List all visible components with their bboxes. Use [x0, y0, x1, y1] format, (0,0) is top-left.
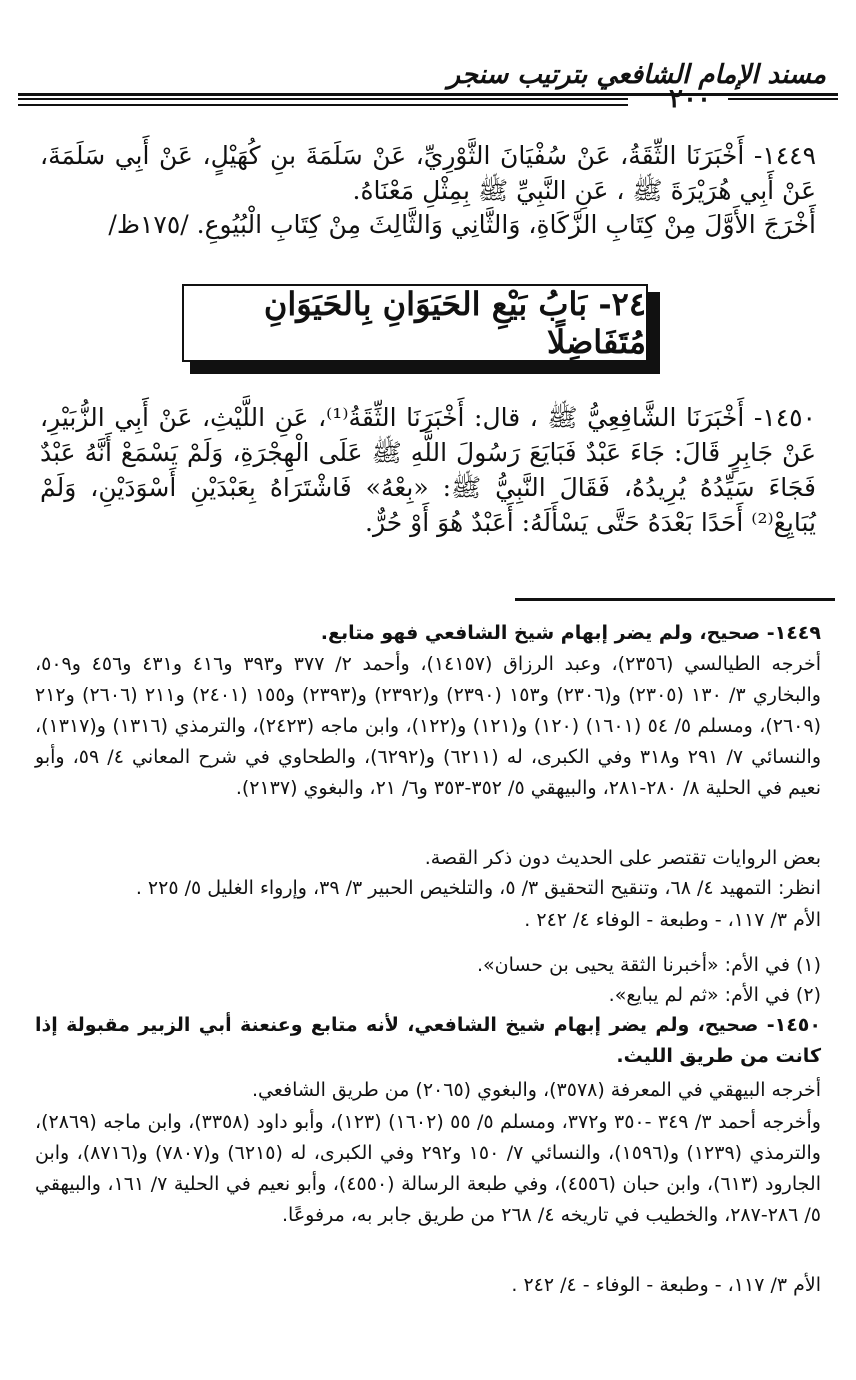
running-header-title: مسند الإمام الشافعي بترتيب سنجر [447, 60, 826, 90]
footnote-1450-heading-wrap [35, 1010, 821, 1072]
header-rule [18, 104, 628, 106]
footnote-1450-body-2: وأخرجه أحمد ٣/ ٣٤٩ -٣٥٠ و٣٧٢، ومسلم ٥/ ٥٥ (١٦٠٢) (١٢٣)، وأبو داود (٣٣٥٨)، وابن ماجه (٢٨٦٩)، والترمذي (١٢٣٩) و(١٥٩٦)، والنسائي ٧/ ١٥٠ و٢٩٢ وفي الكبرى، له (٦٢١٥) و(٧٨٠٧) و(٨٧١٦)، وابن الجارود (٦١٣)، وابن حبان (٤٥٥٦)، وفي طبعة الرسالة (٤٥٥٠)، وأبو نعيم في الحلية ٧/ ١٦١، والبيهقي ٥/ ٢٨٦-٢٨٧، والخطيب في تاريخه ٤/ ٢٦٨ من طريق جابر به، مرفوعًا. [35, 1111, 821, 1226]
chapter-title: ٢٤- بَابُ بَيْعِ الحَيَوَانِ بِالحَيَوَانِ مُتَفَاضِلًا [263, 285, 646, 361]
hadith-1450: ١٤٥٠- أَخْبَرَنَا الشَّافِعِيُّ ﷺ ، قال: أَخْبَرَنَا الثِّقَةُ⁽¹⁾، عَنِ اللَّيْثِ، عَنْ أَبِي الزُّبَيْرِ، عَنْ جَابِرٍ قَالَ: جَاءَ عَبْدٌ فَبَايَعَ رَسُولَ اللَّهِ ﷺ عَلَى الْهِجْرَةِ، وَلَمْ يَسْمَعْ أَنَّهُ عَبْدٌ فَجَاءَ سَيِّدُهُ يُرِيدُهُ، فَقَالَ النَّبِيُّ ﷺ: «بِعْهُ» فَاشْتَرَاهُ بِعَبْدَيْنِ أَسْوَدَيْنِ، وَلَمْ يُبَايِعْ⁽²⁾ أَحَدًا بَعْدَهُ حَتَّى يَسْأَلَهُ: أَعَبْدٌ هُوَ أَوْ حُرٌّ. [40, 403, 816, 537]
footnote-1450-umm: الأم ٣/ ١١٧، - وطبعة - الوفاء - ٤/ ٢٤٢ . [511, 1274, 821, 1296]
footnote-1449-see: انظر: التمهيد ٤/ ٦٨، وتنقيح التحقيق ٣/ ٥، والتلخيص الحبير ٣/ ٣٩، وإرواء الغليل ٥/ ٢٢٥ . [135, 877, 821, 899]
chapter-box [182, 284, 648, 362]
footnote-1: (١) في الأم: «أخبرنا الثقة يحيى بن حسان». [476, 954, 821, 976]
page-number: ٢٠٠ [669, 84, 711, 114]
takhrij-note: أَخْرَجَ الأَوَّلَ مِنْ كِتَابِ الزَّكَاةِ، وَالثَّانِي وَالثَّالِثَ مِنْ كِتَابِ الْبُيُوعِ. /١٧٥ظ/ [108, 210, 816, 239]
footnote-1450-body-1: أخرجه البيهقي في المعرفة (٣٥٧٨)، والبغوي (٢٠٦٥) من طريق الشافعي. [251, 1079, 821, 1101]
footnote-1449-heading: ١٤٤٩- صحيح، ولم يضر إبهام شيخ الشافعي فهو متابع. [320, 622, 821, 644]
footnote-1449-body: أخرجه الطيالسي (٢٣٥٦)، وعبد الرزاق (١٤١٥٧)، وأحمد ٢/ ٣٧٧ و٣٩٣ و٤١٦ و٤٣١ و٤٥٦ و٥٠٩، والبخاري ٣/ ١٣٠ (٢٣٠٥) و(٢٣٠٦) و١٥٣ (٢٣٩٠) و(٢٣٩٢) و(٢٣٩٣) و١٥٥ (٢٤٠١) و٢١١ (٢٦٠٦) و٢١٢ (٢٦٠٩)، ومسلم ٥/ ٥٤ (١٦٠١) (١٢٠) و(١٢١) و(١٢٢)، وابن ماجه (٢٤٢٣)، والترمذي (١٣١٦) و(١٣١٧)، والنسائي ٧/ ٢٩١ و٣١٨ وفي الكبرى، له (٦٢١١) و(٦٢٩٢)، والطحاوي في شرح المعاني ٤/ ٥٩، وأبو نعيم في الحلية ٨/ ٢٨٠-٢٨١، والبيهقي ٥/ ٣٥٢-٣٥٣ و٦/ ٢١، والبغوي (٢١٣٧). [35, 653, 821, 799]
footnote-separator [515, 598, 835, 601]
footnote-1449-note: بعض الروايات تقتصر على الحديث دون ذكر القصة. [424, 847, 821, 869]
footnote-2: (٢) في الأم: «ثم لم يبايع». [608, 984, 821, 1006]
footnote-1450-heading: ١٤٥٠- صحيح، ولم يضر إبهام شيخ الشافعي، لأنه متابع وعنعنة أبي الزبير مقبولة إذا كانت من طريق الليث. [35, 1014, 821, 1067]
header-rule [18, 98, 628, 100]
footnote-block-1449 [35, 618, 821, 804]
hadith-1449: ١٤٤٩- أَخْبَرَنَا الثِّقَةُ، عَنْ سُفْيَانَ الثَّوْرِيِّ، عَنْ سَلَمَةَ بنِ كُهَيْلٍ، عَنْ أَبِي سَلَمَةَ، عَنْ أَبِي هُرَيْرَةَ ﷺ ، عَنِ النَّبِيِّ ﷺ بِمِثْلِ مَعْنَاهُ. [40, 141, 816, 205]
header-rule [728, 98, 838, 100]
footnote-1449-umm: الأم ٣/ ١١٧، - وطبعة - الوفاء ٤/ ٢٤٢ . [524, 909, 821, 931]
